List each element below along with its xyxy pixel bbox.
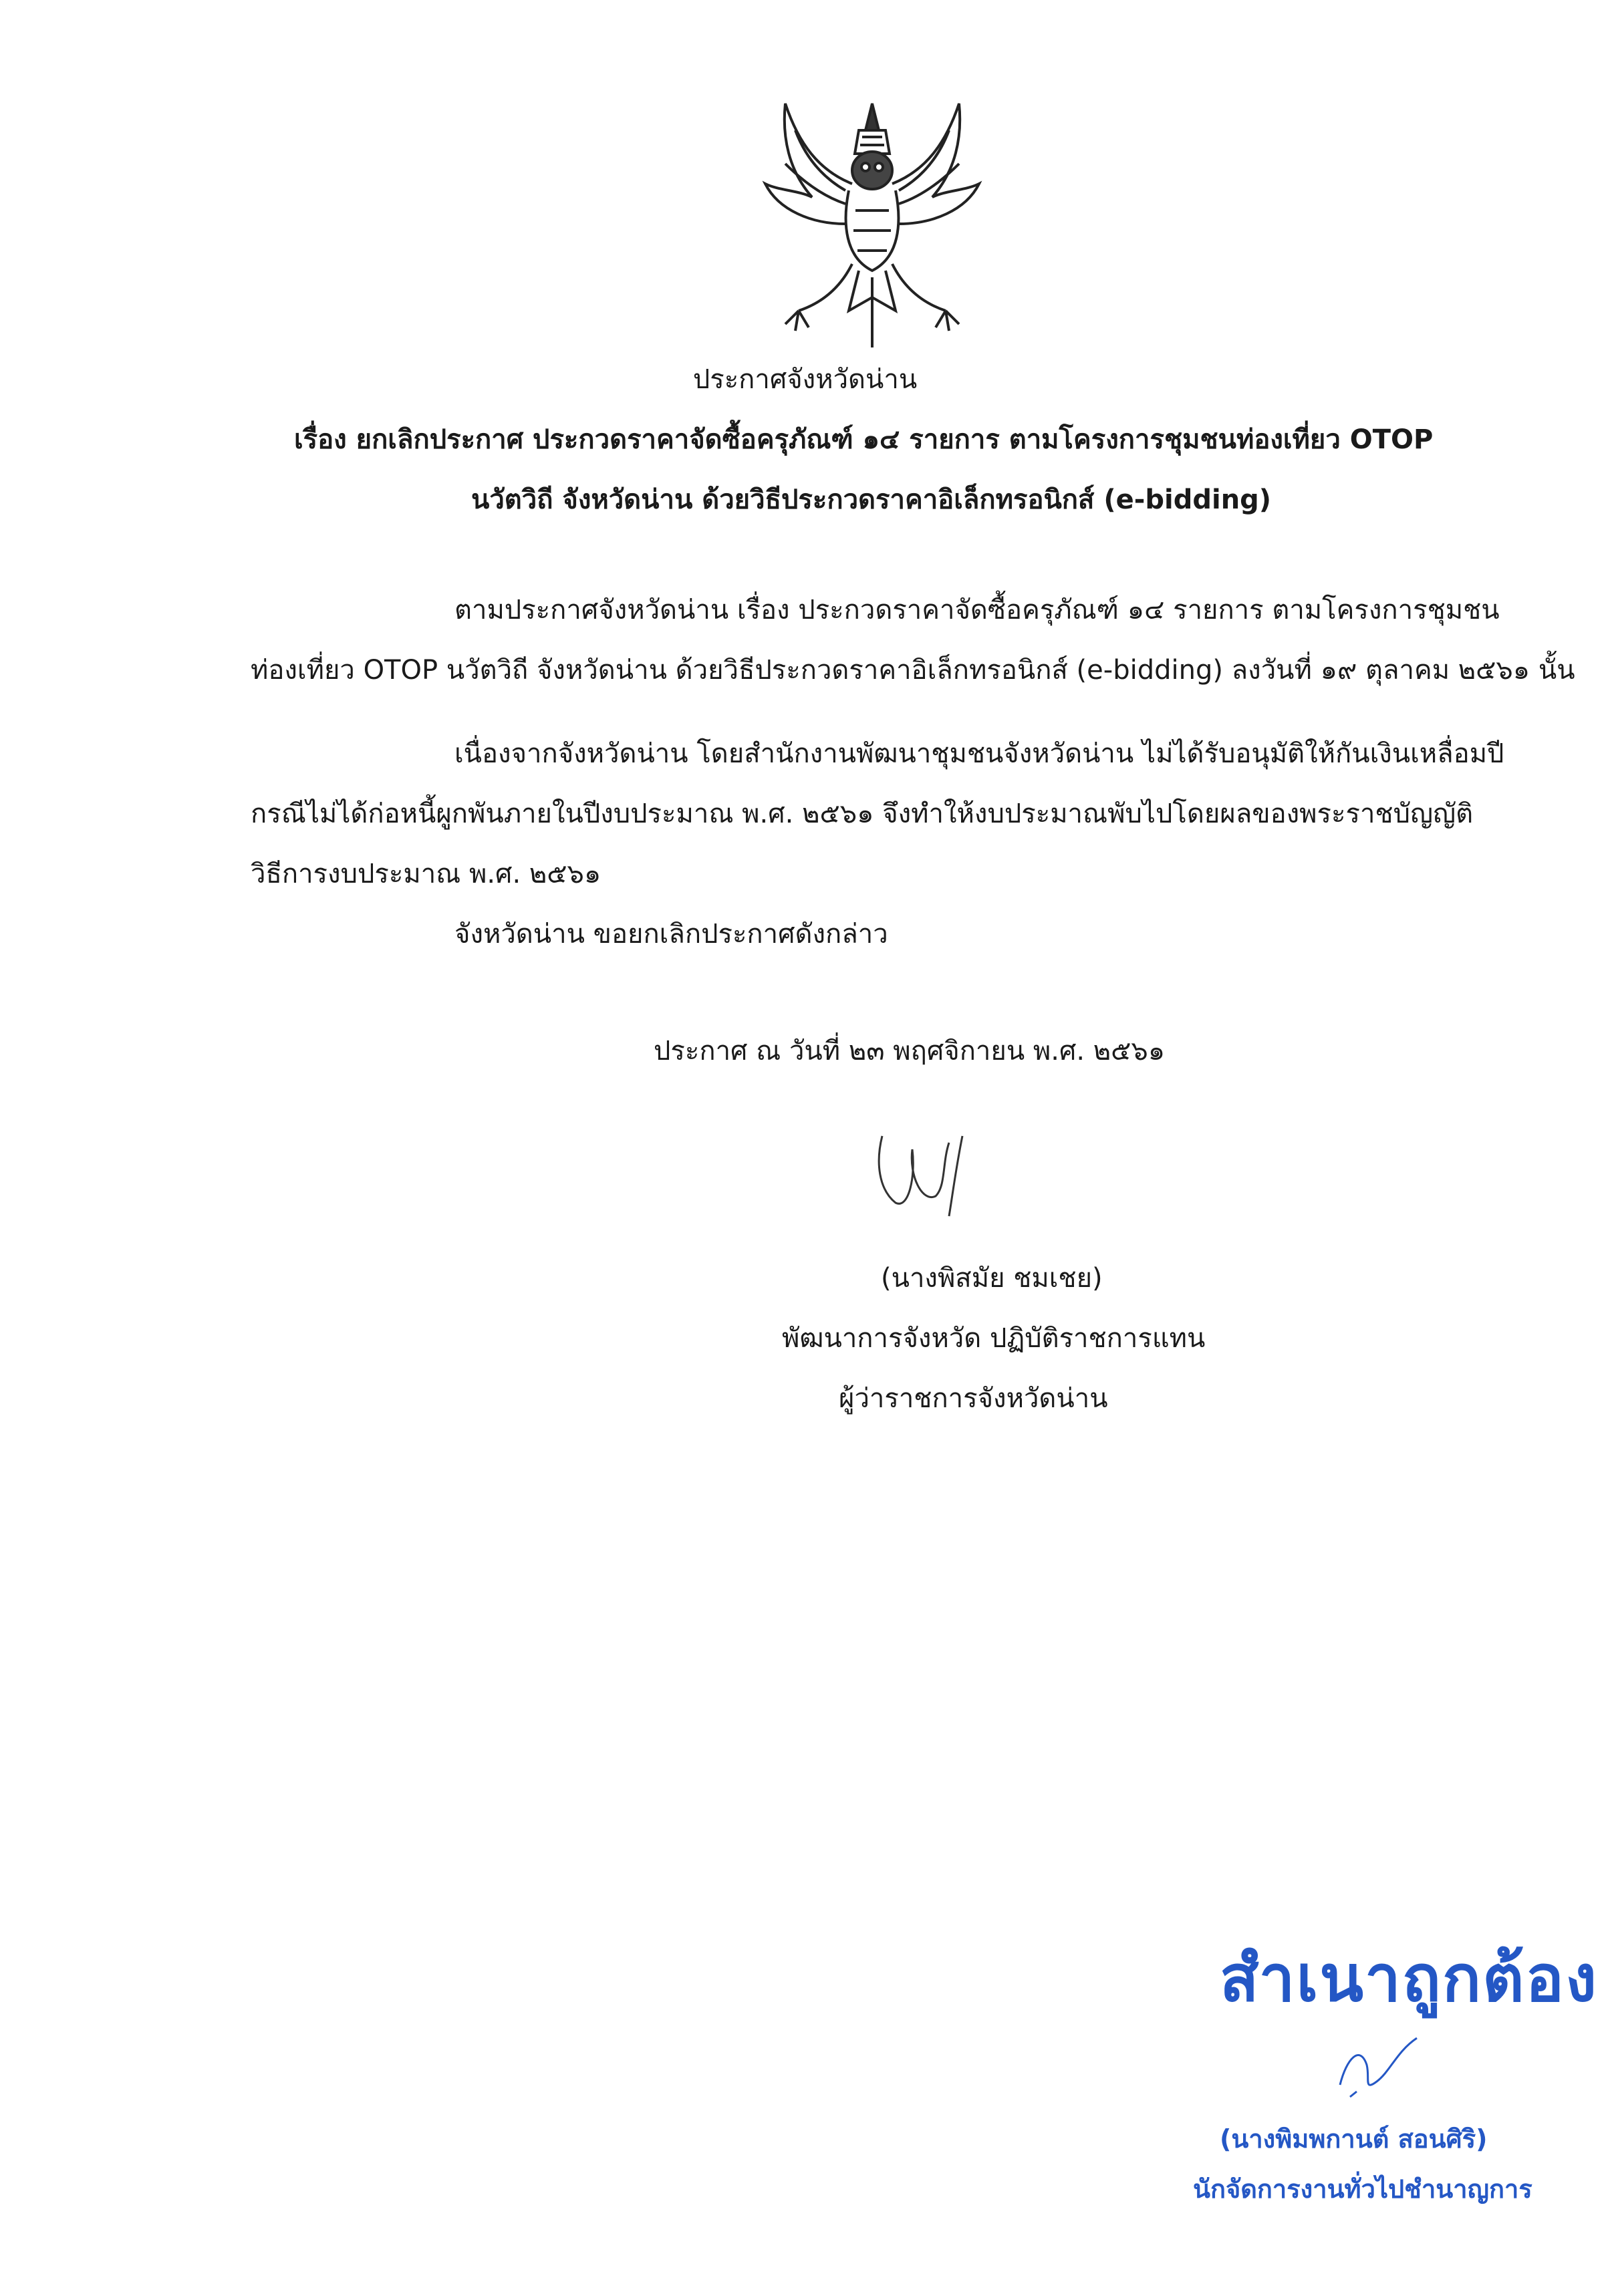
signatory-position-2: ผู้ว่าราชการจังหวัดน่าน [839, 1383, 1108, 1414]
signatory-name: (นางพิสมัย ชมเชย) [881, 1263, 1103, 1294]
signature-icon [869, 1123, 1002, 1223]
paragraph-2-line-1: เนื่องจากจังหวัดน่าน โดยสำนักงานพัฒนาชุมชนจังหวัดน่าน ไม่ได้รับอนุมัติให้กันเงินเหลื่อมปี [454, 738, 1504, 769]
paragraph-3: จังหวัดน่าน ขอยกเลิกประกาศดังกล่าว [454, 919, 888, 950]
date-line: ประกาศ ณ วันที่ ๒๓ พฤศจิกายน พ.ศ. ๒๕๖๑ [654, 1036, 1166, 1066]
garuda-emblem-icon [759, 90, 986, 354]
paragraph-1-line-1: ตามประกาศจังหวัดน่าน เรื่อง ประกวดราคาจัดซื้อครุภัณฑ์ ๑๔ รายการ ตามโครงการชุมชน [454, 595, 1500, 625]
paragraph-2-line-2: กรณีไม่ได้ก่อหนี้ผูกพันภายในปีงบประมาณ พ.ศ. ๒๕๖๑ จึงทำให้งบประมาณพับไปโดยผลของพระราชบัญญัติ [251, 799, 1474, 829]
certification-stamp-position: นักจัดการงานทั่วไปชำนาญการ [1193, 2174, 1532, 2204]
certification-stamp-name: (นางพิมพกานต์ สอนศิริ) [1220, 2124, 1488, 2154]
certification-stamp-title: สำเนาถูกต้อง [1220, 1941, 1598, 2016]
paragraph-2-line-3: วิธีการงบประมาณ พ.ศ. ๒๕๖๑ [251, 859, 601, 889]
stamp-signature-icon [1330, 2018, 1437, 2098]
paragraph-1-line-2: ท่องเที่ยว OTOP นวัตวิถี จังหวัดน่าน ด้วยวิธีประกวดราคาอิเล็กทรอนิกส์ (e-bidding) ลงวันที่ ๑๙ ตุลาคม ๒๕๖๑ นั้น [251, 655, 1575, 686]
announcement-title: ประกาศจังหวัดน่าน [692, 364, 918, 395]
signatory-position-1: พัฒนาการจังหวัด ปฏิบัติราชการแทน [782, 1323, 1206, 1354]
subject-line-1: เรื่อง ยกเลิกประกาศ ประกวดราคาจัดซื้อครุภัณฑ์ ๑๔ รายการ ตามโครงการชุมชนท่องเที่ยว OTOP [294, 424, 1434, 455]
subject-line-2: นวัตวิถี จังหวัดน่าน ด้วยวิธีประกวดราคาอิเล็กทรอนิกส์ (e-bidding) [471, 484, 1272, 515]
